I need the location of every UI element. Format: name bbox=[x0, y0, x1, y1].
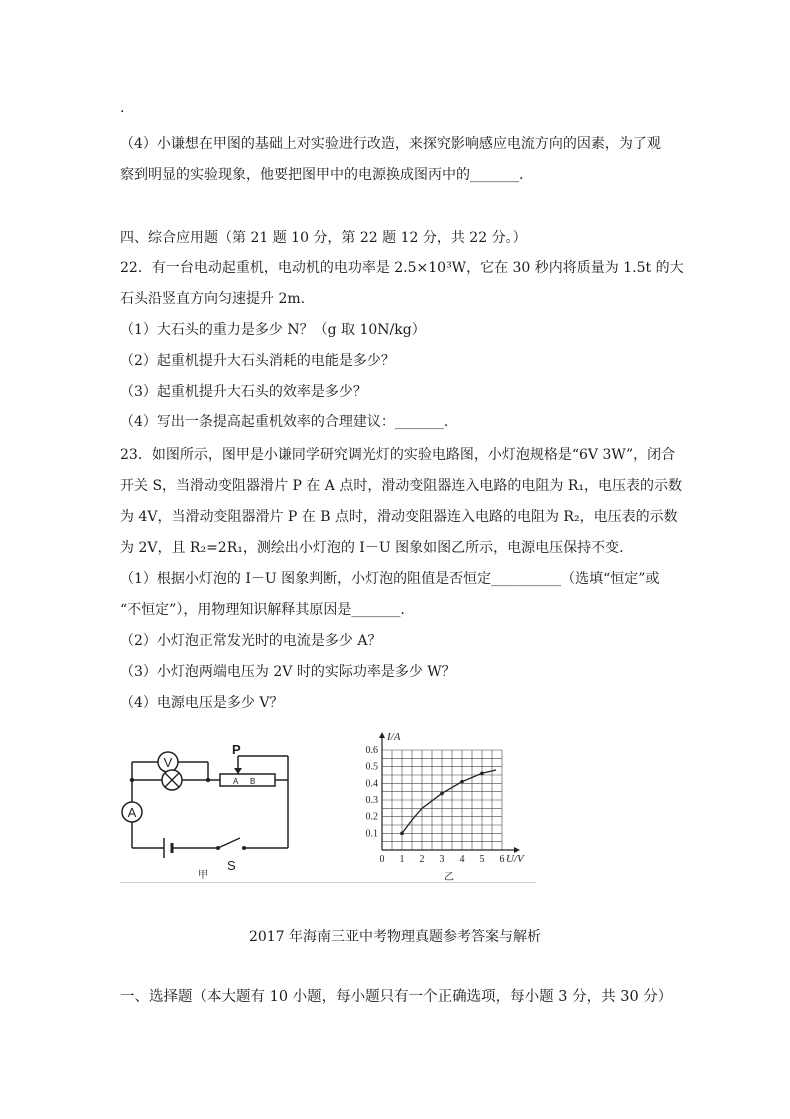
question-22-part-4: （4）写出一条提高起重机效率的合理建议：_______. bbox=[120, 414, 449, 430]
x-tick-label: 6 bbox=[499, 854, 505, 865]
switch-contact bbox=[242, 846, 246, 850]
slider-arrowhead bbox=[234, 768, 242, 774]
x-tick-label: 1 bbox=[399, 854, 405, 865]
point-b-label: B bbox=[250, 777, 256, 786]
switch-blade bbox=[218, 838, 240, 848]
figure-bottom-rule bbox=[120, 882, 536, 883]
ticks bbox=[366, 745, 505, 865]
data-point bbox=[400, 832, 404, 836]
question-21-part-4-cont: 察到明显的实验现象，他要把图甲中的电源换成图丙中的_______. bbox=[120, 167, 524, 183]
junction-dot bbox=[206, 778, 210, 782]
rheostat bbox=[220, 774, 275, 786]
question-23-stem-cont-3: 为 2V，且 R₂=2R₁，测绘出小灯泡的 I－U 图象如图乙所示，电源电压保持不变. bbox=[120, 540, 624, 556]
slider-label: P bbox=[232, 742, 241, 757]
question-22-stem: 22．有一台电动起重机，电动机的电功率是 2.5×10³W，它在 30 秒内将质量为 1.5t 的大 bbox=[120, 260, 684, 276]
y-tick-label: 0.2 bbox=[365, 811, 378, 823]
question-22-part-3: （3）起重机提升大石头的效率是多少？ bbox=[120, 384, 367, 400]
question-23-part-3: （3）小灯泡两端电压为 2V 时的实际功率是多少 W？ bbox=[120, 664, 456, 680]
answer-section-heading: 一、选择题（本大题有 10 小题，每小题只有一个正确选项，每小题 3 分，共 30 分） bbox=[120, 989, 673, 1005]
answer-title: 2017 年海南三亚中考物理真题参考答案与解析 bbox=[248, 929, 542, 945]
question-23-stem: 23．如图所示，图甲是小谦同学研究调光灯的实验电路图，小灯泡规格是“6V 3W”，闭合 bbox=[120, 447, 676, 463]
switch-label: S bbox=[227, 858, 236, 873]
y-tick-label: 0.1 bbox=[365, 828, 378, 840]
question-22-part-2: （2）起重机提升大石头消耗的电能是多少？ bbox=[120, 353, 395, 369]
y-axis-arrow bbox=[379, 732, 385, 738]
x-axis-label: U/V bbox=[506, 853, 524, 865]
question-22-part-1: （1）大石头的重力是多少 N？（g 取 10N/kg） bbox=[120, 322, 426, 338]
question-22-stem-cont: 石头沿竖直方向匀速提升 2m. bbox=[120, 291, 306, 307]
x-tick-label: 3 bbox=[439, 854, 445, 865]
x-tick-label: 4 bbox=[459, 854, 465, 865]
voltmeter-label: V bbox=[163, 755, 173, 770]
question-23-stem-cont-2: 为 4V，当滑动变阻器滑片 P 在 B 点时，滑动变阻器连入电路的电阻为 R₂，电压表的示数 bbox=[120, 509, 678, 525]
y-tick-label: 0.3 bbox=[365, 795, 378, 806]
circuit-caption: 甲 bbox=[198, 870, 208, 880]
y-tick-label: 0.4 bbox=[365, 778, 378, 790]
graph-caption: 乙 bbox=[444, 872, 454, 882]
question-23-part-4: （4）电源电压是多少 V？ bbox=[120, 695, 284, 711]
iu-graph bbox=[352, 722, 532, 882]
x-tick-label: 2 bbox=[419, 854, 425, 865]
circuit-diagram bbox=[120, 730, 320, 880]
switch-contact bbox=[216, 846, 220, 850]
y-tick-label: 0.5 bbox=[365, 761, 378, 773]
question-23-part-2: （2）小灯泡正常发光时的电流是多少 A？ bbox=[120, 633, 382, 649]
x-tick-label: 5 bbox=[479, 854, 485, 865]
question-23-stem-cont-1: 开关 S，当滑动变阻器滑片 P 在 A 点时，滑动变阻器连入电路的电阻为 R₁，电压表的示数 bbox=[120, 478, 682, 494]
ammeter-label: A bbox=[127, 805, 137, 820]
y-axis-label: I/A bbox=[387, 731, 401, 743]
data-point bbox=[480, 772, 484, 776]
data-point bbox=[460, 780, 464, 784]
junction-dot bbox=[130, 778, 134, 782]
point-a-label: A bbox=[233, 777, 239, 786]
grid bbox=[382, 750, 502, 850]
data-point bbox=[440, 792, 444, 796]
question-23-part-1-cont: “不恒定”），用物理知识解释其原因是_______. bbox=[120, 602, 405, 618]
x-tick-label: 0 bbox=[379, 854, 385, 865]
question-23-part-1: （1）根据小灯泡的 I－U 图象判断，小灯泡的阻值是否恒定__________（选填“恒定”或 bbox=[120, 571, 660, 587]
question-21-part-4: （4）小谦想在甲图的基础上对实验进行改造，来探究影响感应电流方向的因素，为了观 bbox=[120, 136, 661, 152]
stray-period: . bbox=[120, 100, 125, 116]
section-heading-4: 四、综合应用题（第 21 题 10 分，第 22 题 12 分，共 22 分。） bbox=[120, 230, 527, 246]
y-tick-label: 0.6 bbox=[365, 745, 378, 756]
